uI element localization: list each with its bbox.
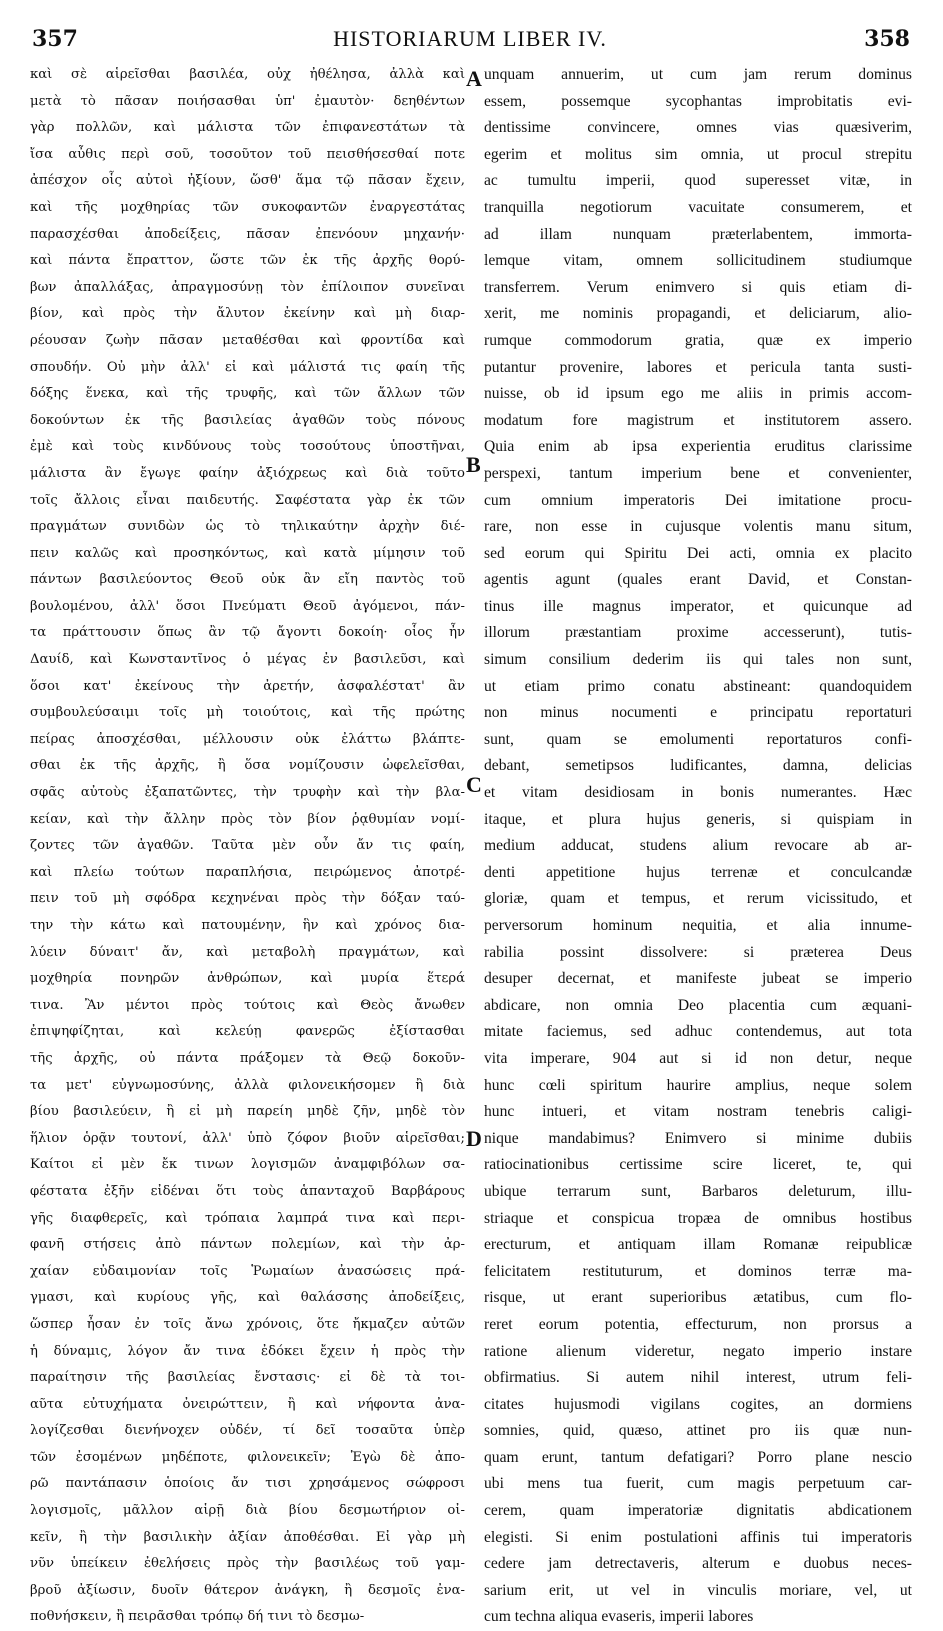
latin-text-line: ubi mens tua fuerit, cum magis perpetuum car- (484, 1475, 912, 1493)
greek-text-line: παραίτησιν τῆς βασιλείας ἔνστασις· εἰ δὲ τὰ τοι- (30, 1370, 465, 1386)
greek-text-line: χαίαν εὐδαιμονίαν τοῖς Ῥωμαίων ἀνασώσεις πρά- (30, 1263, 465, 1279)
latin-text-line: sarium erit, ut vel in vinculis moriare, vel, ut (484, 1581, 912, 1599)
greek-text-line: τα πράττουσιν ὅπως ἂν τῷ ἄγοντι δοκοίη· οἷος ἦν (30, 625, 465, 641)
greek-text-line: σθαι ἐκ τῆς ἀρχῆς, ἢ ὅσα νομίζουσιν ὠφελεῖσθαι, (30, 758, 465, 774)
greek-text-line: λογίζεσθαι διενήνοχεν οὐδέν, τί δεῖ τοσαῦτα ὑπὲρ (30, 1423, 465, 1439)
latin-text-line: medium adducat, studens alium revocare ab ar- (484, 837, 912, 855)
greek-text-line: νῦν ὑπείκειν ἐθελήσεις πρὸς τὴν βασιλέως τοῦ γαμ- (30, 1556, 465, 1572)
greek-text-line: ὅσοι κατ' ἐκείνους τὴν ἀρετήν, ἀσφαλέστατ' ἂν (30, 678, 465, 694)
greek-text-line: γὰρ πολλῶν, καὶ μάλιστα τῶν ἐπιφανεστάτων τὰ (30, 120, 465, 136)
latin-text-line: cum techna aliqua evaseris, imperii labores (484, 1608, 754, 1626)
latin-text-line: perversorum hominum nequitia, et alia innume- (484, 917, 912, 934)
latin-text-line: mitate faciemus, sed adhuc contendemus, aut tota (484, 1023, 912, 1041)
greek-text-line: δοκούντων ἐκ τῆς βασιλείας ἀγαθῶν τοὺς πόνους (30, 412, 465, 428)
page-number-right: 358 (864, 26, 910, 52)
greek-text-line: σπουδήν. Οὐ μὴν ἀλλ' εἰ καὶ μάλιστά τις φαίη τῆς (30, 359, 465, 375)
latin-text-line: xerit, me nominis propagandi, et deliciarum, alio- (484, 305, 912, 323)
latin-text-line: ratione alienum videretur, negato imperio instare (484, 1342, 912, 1360)
section-marker-c: C (466, 772, 482, 797)
greek-text-line: μετὰ τὸ πᾶσαν ποιήσασθαι ὑπ' ἐμαυτὸν· δεηθέντων (30, 93, 465, 109)
page-header (30, 22, 910, 58)
latin-text-line: rumque commodorum gratia, quæ ex imperio (484, 331, 912, 349)
latin-text-line: agentis agunt (quales erant David, et Constan- (484, 571, 912, 589)
latin-text-line: abdicare, non omnia Deo placentia cum æquani- (484, 996, 912, 1014)
greek-text-line: πειν καλῶς καὶ προσηκόντως, καὶ κατὰ μίμησιν τοῦ (30, 545, 465, 561)
latin-text-line: essem, possemque sycophantas improbitatis evi- (484, 92, 912, 110)
latin-text-line: ubique terrarum sunt, Barbaros deleturum, illu- (484, 1182, 912, 1200)
greek-text-line: φέστατα ἐξῆν εἰδέναι ὅτι τοὺς ἁπανταχοῦ Βαρβάρους (30, 1183, 465, 1199)
latin-text-line: egerim et molitus sim omnia, ut procul strepitu (484, 145, 912, 163)
greek-text-line: γῆς διαφθερεῖς, καὶ τρόπαια λαμπρά τινα καὶ περι- (30, 1210, 465, 1226)
greek-text-line: Καίτοι εἰ μὲν ἔκ τινων λογισμῶν ἀναμφιβόλων σα- (30, 1157, 465, 1173)
latin-text-line: cedere jam detrectaveris, alterum e duobus neces- (484, 1555, 912, 1573)
latin-text-line: vita imperare, 904 aut si id non detur, neque (484, 1049, 912, 1067)
latin-text-line: ut etiam primo conatu abstineant: quandoquidem (484, 677, 912, 695)
greek-text-line: πάντων βασιλεύοντος Θεοῦ οὐκ ἂν εἴη παντὸς τοῦ (30, 572, 465, 588)
latin-text-line: hunc cœli spiritum haurire amplius, neque solem (484, 1076, 912, 1094)
greek-text-line: την τὴν κάτω καὶ πατουμένην, ἣν καὶ χρόνος δια- (30, 918, 465, 933)
greek-text-line: δόξης ἕνεκα, καὶ τῆς τρυφῆς, καὶ τῶν ἄλλων τῶν (30, 386, 465, 402)
greek-text-column (30, 62, 465, 1625)
section-marker-a: A (466, 66, 482, 91)
greek-text-line: ρέουσαν ζωὴν πᾶσαν μεταθέσθαι καὶ φροντίδα καὶ (30, 332, 465, 348)
latin-text-line: unquam annuerim, ut cum jam rerum dominus (484, 66, 912, 83)
greek-text-line: παρασχέσθαι ἀποδείξεις, πᾶσαν ἐπενόουν μηχανήν· (30, 226, 465, 242)
latin-text-line: ac tumultu imperii, quod superesset vitæ, in (484, 172, 912, 190)
greek-text-line: Δαυίδ, καὶ Κωνσταντῖνος ὁ μέγας ἐν βασιλεῦσι, καὶ (30, 652, 465, 668)
latin-text-line: elegisti. Si enim postulationi affinis tui imperatoris (484, 1528, 912, 1546)
latin-text-line: citates hujusmodi vigilans cogites, an dormiens (484, 1395, 912, 1413)
latin-text-line: nique mandabimus? Enimvero si minime dubiis (484, 1129, 912, 1147)
greek-text-line: γμασι, καὶ κυρίους γῆς, καὶ θαλάσσης ἀποδείξεις, (30, 1290, 465, 1306)
greek-text-line: τα μετ' εὐγνωμοσύνης, ἀλλὰ φιλονεικήσομεν ἢ διὰ (30, 1077, 465, 1093)
section-marker-b: B (466, 452, 481, 477)
latin-text-line: obfirmatius. Si autem nihil interest, utrum feli- (484, 1369, 912, 1387)
latin-text-line: cum omnium imperatoris Dei imitatione procu- (484, 491, 912, 509)
latin-text-line: dentissime convincere, omnes vias quæsiverim, (484, 119, 912, 137)
running-head: HISTORIARUM LIBER IV. (333, 26, 607, 51)
greek-text-line: ἐπιψηφίζηται, καὶ κελεύῃ φανερῶς ἐξίστασθαι (30, 1024, 465, 1040)
latin-text-line: rabilia possint dissolvere: si præterea Deus (484, 943, 912, 961)
latin-text-line: rare, non esse in cujusque volentis manu situm, (484, 518, 912, 536)
greek-text-line: καὶ τῆς μοχθηρίας τῶν συκοφαντῶν ἐναργεστάτας (30, 199, 465, 215)
latin-text-line: striaque et conspicua tropæa de omnibus hostibus (484, 1209, 912, 1227)
greek-text-line: τῆς ἀρχῆς, οὐ πάντα πράξομεν τὰ Θεῷ δοκοῦν- (30, 1050, 465, 1066)
latin-text-line: felicitatem restituturum, et dominos terræ ma- (484, 1262, 912, 1280)
latin-text-line: ad illam nunquam præterlabentem, immorta- (484, 225, 912, 243)
latin-text-column (484, 62, 912, 1626)
latin-text-line: Quia enim ab ipsa experientia eruditus clarissime (484, 438, 912, 456)
greek-text-line: καὶ σὲ αἱρεῖσθαι βασιλέα, οὐχ ἠθέλησα, ἀλλὰ καὶ (30, 67, 465, 82)
greek-text-line: βίου βασιλεύειν, ἢ εἰ μὴ παρείη μηδὲ ζῆν, μηδὲ τὸν (30, 1104, 465, 1120)
greek-text-line: βίον, καὶ πρὸς τὴν ἄλυτον ἐκείνην καὶ μὴ διαρ- (30, 306, 465, 322)
latin-text-line: desuper decernat, et manifeste jubeat se imperio (484, 970, 912, 988)
greek-text-line: λογισμοῖς, μᾶλλον αἱρῇ διὰ βίου δεσμωτήριον οἰ- (30, 1503, 465, 1519)
greek-text-line: τοῖς ἄλλοις εἶναι παιδευτής. Σαφέστατα γὰρ ἐκ τῶν (30, 492, 465, 508)
latin-text-line: sunt, quam se emolumenti reportaturos confi- (484, 730, 912, 748)
latin-text-line: hunc intueri, et vitam nostram tenebris caligi- (484, 1103, 912, 1121)
greek-text-line: μάλιστα ἂν ἔγωγε φαίην ἀξιόχρεως καὶ διὰ τοῦτο (30, 465, 465, 481)
greek-text-line: φανῆ στήσεις ἀπὸ πάντων πολεμίων, καὶ τὴν ἀρ- (30, 1237, 465, 1253)
latin-text-line: lemque vitam, omnem sollicitudinem studiumque (484, 252, 912, 270)
latin-text-line: non minus nocumenti e principatu reportaturi (484, 704, 912, 722)
latin-text-line: gloriæ, quam et tempus, et rerum vicissitudo, et (484, 890, 912, 908)
greek-text-line: ρῶ παντάπασιν ὁποίοις ἄν τισι χρησάμενος σώφροσι (30, 1476, 465, 1492)
greek-text-line: ποθνήσκειν, ἢ πειρᾶσθαι τρόπῳ δή τινι τὸ δεσμω- (30, 1609, 365, 1625)
greek-text-line: συμβουλεύσαιμι τοῖς μὴ τοιούτοις, καὶ τῆς πρώτης (30, 705, 465, 721)
greek-text-line: βουλομένου, ἀλλ' ὅσοι Πνεύματι Θεοῦ ἀγόμενοι, πάν- (30, 598, 465, 614)
latin-text-line: tinus ille magnus imperator, et quicunque ad (484, 597, 912, 615)
greek-text-line: ἥλιον ὁρᾷν τουτονί, ἀλλ' ὑπὸ ζόφον βιοῦν αἱρεῖσθαι; (30, 1130, 465, 1146)
greek-text-line: τῶν ἐσομένων μηδέποτε, φιλονεικεῖν; Ἐγὼ δὲ ἀπο- (30, 1449, 465, 1465)
greek-text-line: τινα. Ἂν μέντοι πρὸς τούτοις καὶ Θεὸς ἄνωθεν (30, 997, 465, 1013)
latin-text-line: reret eorum potentia, effecturum, non prorsus a (484, 1315, 912, 1333)
latin-text-line: denti appetitione hujus terrenæ et conculcandæ (484, 863, 912, 881)
latin-text-line: ratiocinationibus certissime scire liceret, te, qui (484, 1156, 912, 1174)
greek-text-line: ἀπέσχον οἷς αὐτοὶ ἠξίουν, ὥσθ' ἅμα τῷ πᾶσαν ἔχειν, (30, 173, 465, 189)
greek-text-line: ἴσα αὖθις περὶ σοῦ, τοσοῦτον τοῦ πεισθήσεσθαί ποτε (30, 146, 465, 162)
latin-text-line: et vitam desidiosam in bonis numerantes. Hæc (484, 784, 912, 802)
latin-text-line: simum consilium dederim iis qui tales non sunt, (484, 651, 912, 669)
greek-text-line: καὶ πάντα ἔπραττον, ὥστε τῶν ἐκ τῆς ἀρχῆς θορύ- (30, 253, 465, 269)
latin-text-line: nuisse, ob id ipsum ego me aliis in primis accom- (484, 385, 912, 403)
greek-text-line: πραγμάτων συνιδὼν ὡς τὸ τηλικαύτην ἀρχὴν διέ- (30, 519, 465, 535)
page-number-left: 357 (32, 26, 78, 52)
latin-text-line: risque, ut erant superioribus ætatibus, cum flo- (484, 1289, 912, 1307)
latin-text-line: putantur provenire, labores et pericula tanta susti- (484, 358, 912, 376)
latin-text-line: cerem, quam imperatoriæ dignitatis abdicationem (484, 1502, 912, 1520)
latin-text-line: modatum fore magistrum et institutorem assero. (484, 411, 912, 429)
greek-text-line: σφᾶς αὐτοὺς ἐξαπατῶντες, τὴν τρυφὴν καὶ τὴν βλα- (30, 785, 465, 801)
greek-text-line: καὶ πλείω τούτων παραπλήσια, πειρώμενος ἀποτρέ- (30, 864, 465, 880)
greek-text-line: ὥσπερ ἦσαν ἐν τοῖς ἄνω χρόνοις, ὅτε ἤκμαζεν αὐτῶν (30, 1316, 465, 1332)
greek-text-line: μοχθηρία πονηρῶν ἀνθρώπων, καὶ μυρία ἕτερά (30, 971, 465, 987)
latin-text-line: erecturum, et antiquam illam Romanæ reipublicæ (484, 1236, 912, 1254)
greek-text-line: κεῖν, ἢ τὴν βασιλικὴν ἀξίαν ἀποθέσθαι. Εἰ γὰρ μὴ (30, 1529, 465, 1545)
greek-text-line: πειν τοῦ μὴ σφόδρα κεχηνέναι πρὸς τὴν δόξαν ταύ- (30, 891, 465, 907)
greek-text-line: λύειν δύναιτ' ἄν, καὶ μεταβολὴ πραγμάτων, καὶ (30, 944, 465, 960)
latin-text-line: debant, semetipsos ludificantes, damna, delicias (484, 757, 912, 775)
latin-text-line: transferrem. Verum enimvero si quis etiam di- (484, 278, 912, 296)
latin-text-line: itaque, et plura hujus generis, si quispiam in (484, 810, 912, 828)
latin-text-line: sed eorum qui Spiritu Dei acti, omnia ex placito (484, 544, 912, 562)
latin-text-line: illorum præstantiam proxime accesserunt), tutis- (484, 624, 912, 642)
greek-text-line: βροῦ ἀξίωσιν, δυοῖν θάτερον ἀνάγκη, ἢ δεσμοῖς ἐνα- (30, 1582, 465, 1598)
latin-text-line: quam erunt, tantum defatigari? Porro plane nescio (484, 1448, 912, 1466)
latin-text-line: somnies, quid, quæso, attinet pro iis quæ nun- (484, 1422, 912, 1440)
greek-text-line: πείρας ἀποσχέσθαι, μέλλουσιν οὐκ ἐλάττω βλάπτε- (30, 731, 465, 747)
greek-text-line: ἡ δύναμις, λόγον ἄν τινα ἐδόκει ἔχειν ἡ πρὸς τὴν (30, 1343, 465, 1359)
greek-text-line: ζοντες τῶν ἀγαθῶν. Ταῦτα μὲν οὖν ἄν τις φαίη, (30, 838, 465, 854)
latin-text-line: tranquilla negotiorum vacuitate consumerem, et (484, 198, 912, 216)
greek-text-line: κείαν, καὶ τὴν ἄλλην πρὸς τὸν βίον ῥᾳθυμίαν νομί- (30, 811, 465, 827)
greek-text-line: αῦτα εὐτυχήματα ὀνειρώττειν, ἢ καὶ νήφοντα ἀνα- (30, 1396, 465, 1412)
greek-text-line: βων ἀπαλλάξας, ἀπραγμοσύνῃ τὸν ἐπίλοιπον συνεῖναι (30, 279, 465, 295)
section-marker-d: D (466, 1126, 482, 1151)
latin-text-line: perspexi, tantum imperium bene et convenienter, (484, 464, 912, 482)
greek-text-line: ἐμὲ καὶ τοὺς κινδύνους τοὺς τοσούτους ὑποστῆναι, (30, 439, 465, 455)
